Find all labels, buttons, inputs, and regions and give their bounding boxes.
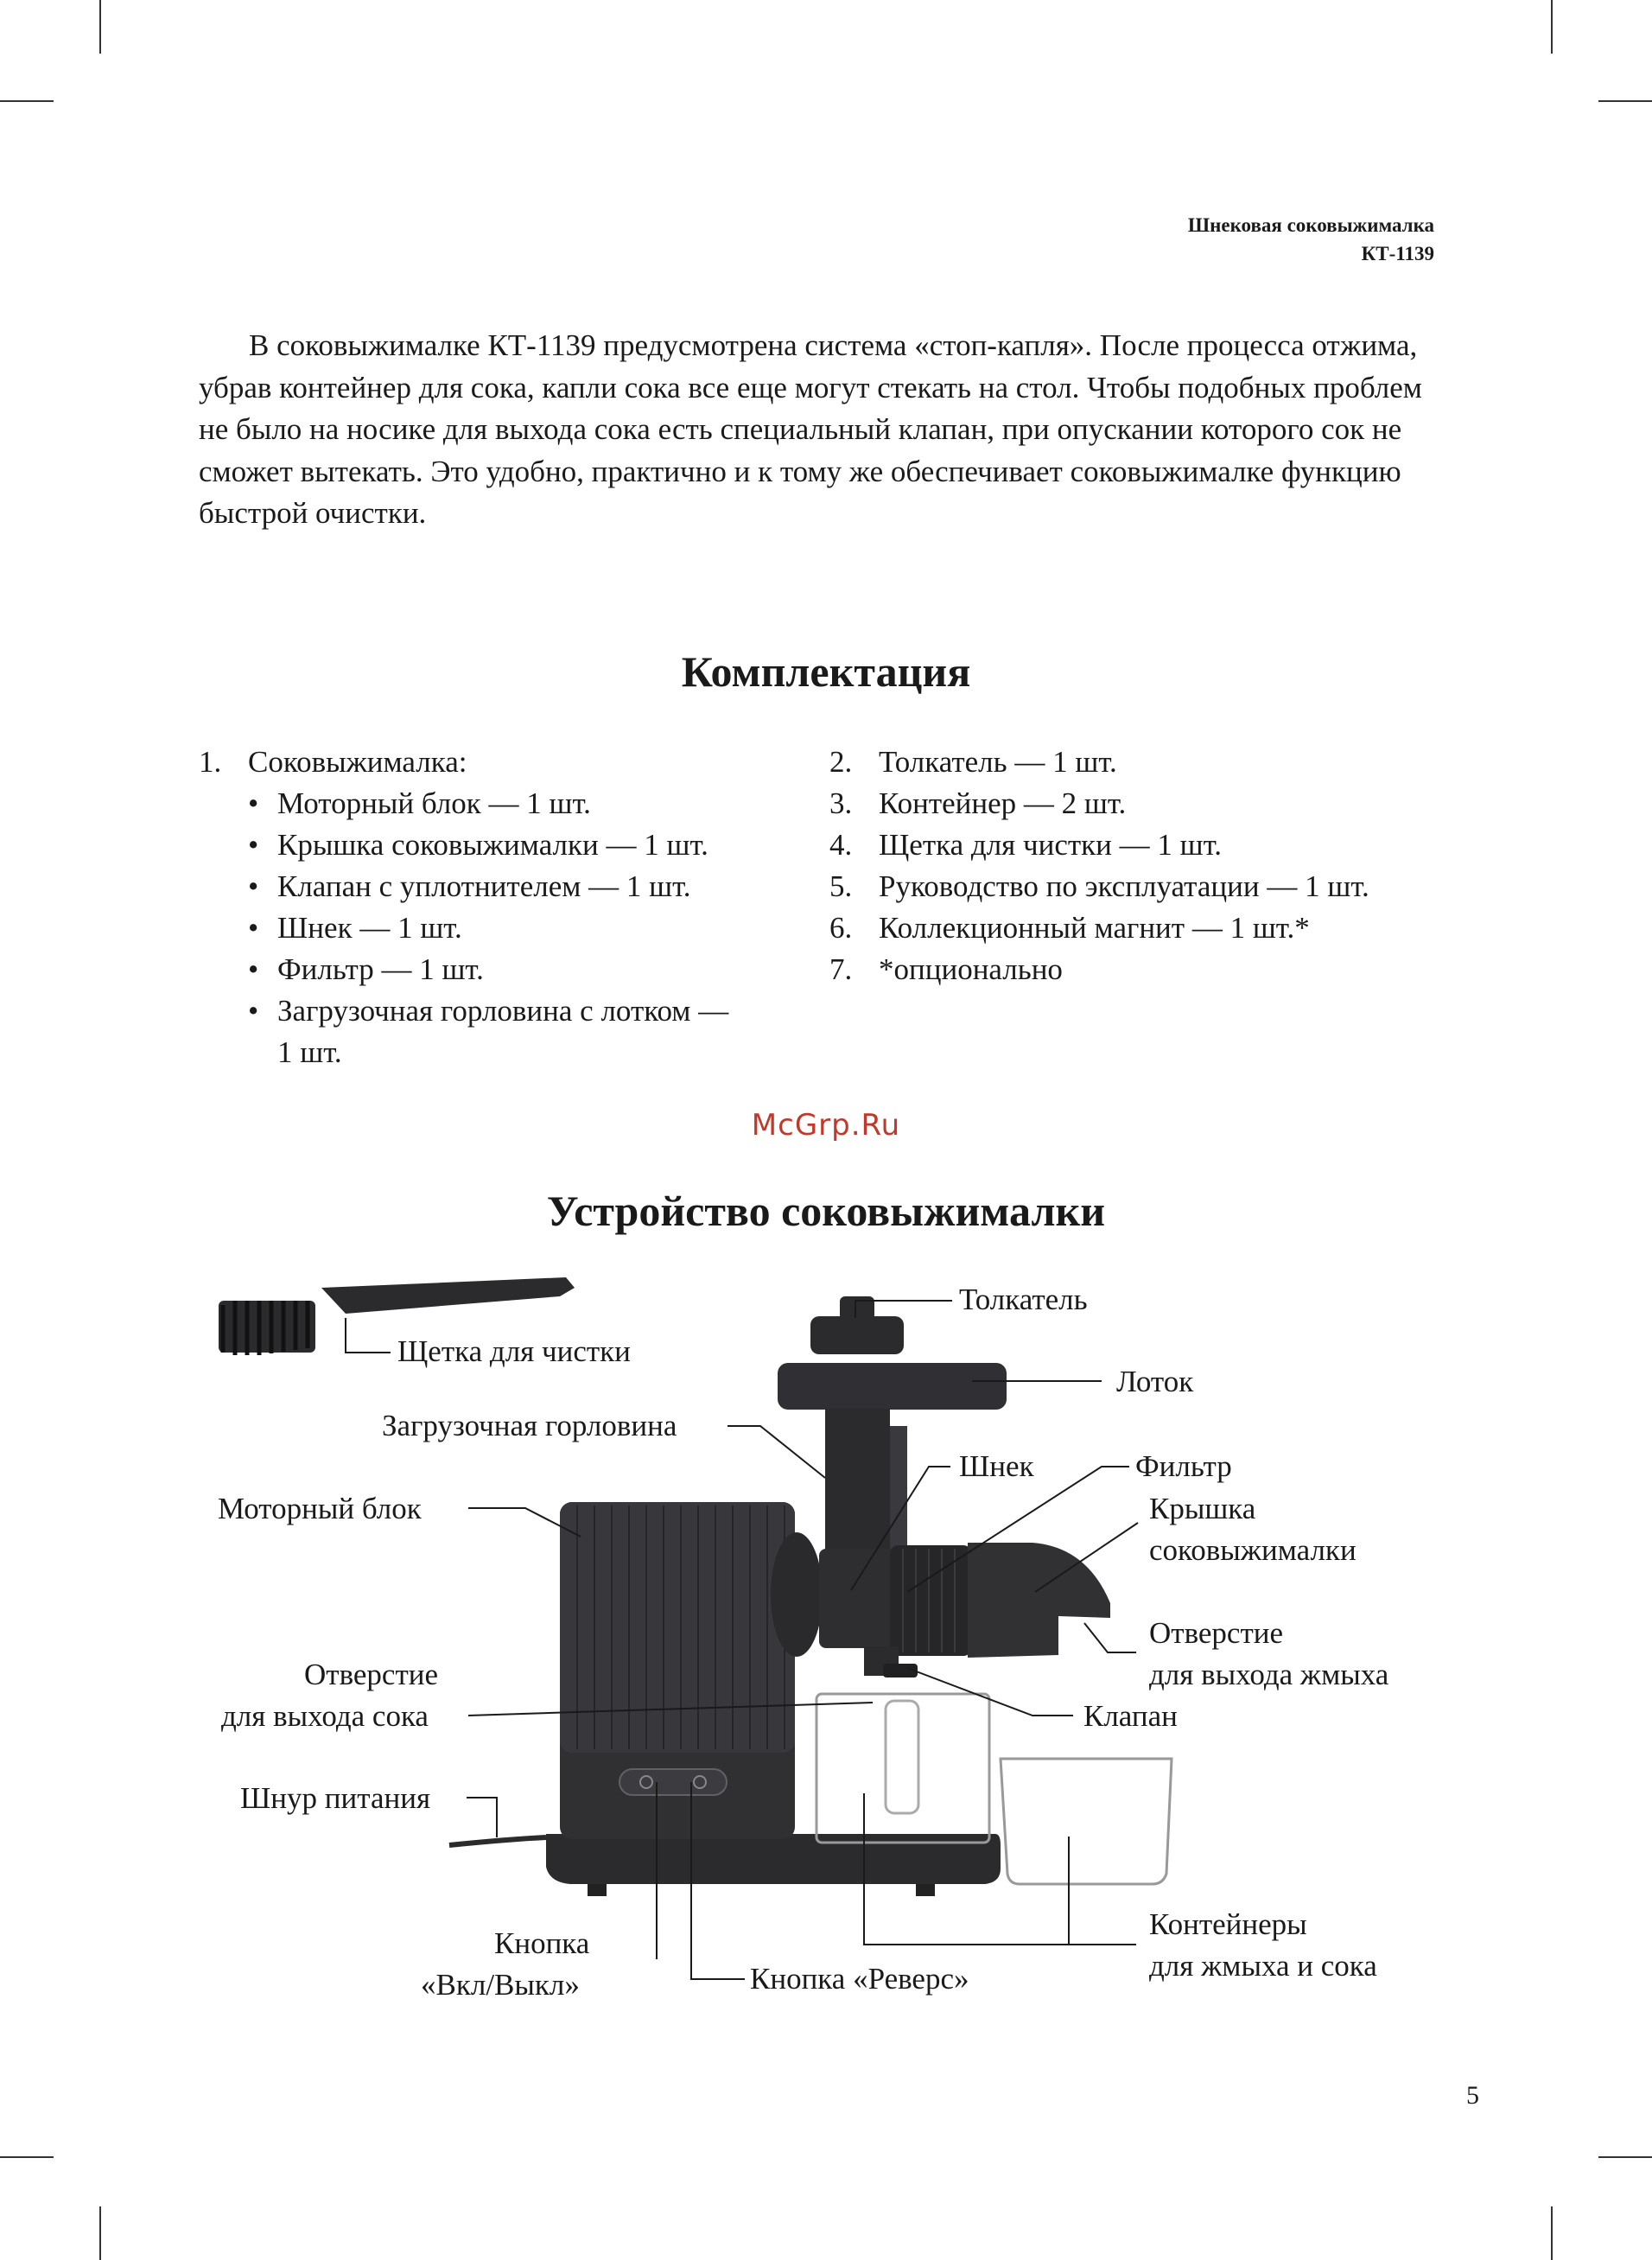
- bullet: •: [248, 911, 259, 945]
- label-lid-line1: Крышка: [1149, 1492, 1256, 1525]
- label-pulp-outlet-line2: для выхода жмыха: [1149, 1658, 1389, 1691]
- label-power-button-line1: Кнопка: [494, 1926, 590, 1960]
- item-number: 1.: [199, 745, 222, 779]
- item-number: 4.: [829, 828, 853, 862]
- label-containers-line1: Контейнеры: [1149, 1907, 1307, 1941]
- item-number: 2.: [829, 745, 853, 779]
- label-tray: Лоток: [1116, 1365, 1194, 1398]
- sub-item: • Фильтр — 1 шт.: [248, 949, 804, 990]
- item-label: Коллекционный магнит — 1 шт.*: [879, 911, 1310, 945]
- sub-item: • Крышка соковыжималки — 1 шт.: [248, 824, 804, 866]
- bullet: •: [248, 828, 259, 862]
- item-number: 7.: [829, 952, 853, 986]
- label-containers-line2: для жмыха и сока: [1149, 1949, 1377, 1983]
- kit-title: Комплектация: [681, 647, 971, 696]
- label-power-button-line2: «Вкл/Выкл»: [421, 1968, 580, 2002]
- item-label: Щетка для чистки — 1 шт.: [879, 828, 1223, 862]
- label-reverse-button: Кнопка «Реверс»: [750, 1962, 969, 1996]
- item-number: 3.: [829, 786, 853, 820]
- intro-text: В соковыжималке КТ-1139 предусмотрена система «стоп-капля». После процесса отжима, убрав контейнер для сока, капли сока все еще могут стекать на стол. Чтобы подобных проблем не было на носике для выхода сока есть специальный клапан, при опускании которого сок не сможет вытекать. Это удобно, практично и к тому же обеспечивает соковыжималке функцию быстрой очистки.: [199, 328, 1422, 530]
- sub-item: • Моторный блок — 1 шт.: [248, 783, 804, 824]
- bullet: •: [248, 952, 259, 986]
- item-label: *опционально: [879, 952, 1063, 986]
- label-juice-outlet-line1: Отверстие: [304, 1658, 439, 1691]
- header-product: Шнековая соковыжималка: [1187, 214, 1434, 236]
- item-number: 6.: [829, 911, 853, 945]
- label-brush: Щетка для чистки: [397, 1334, 631, 1368]
- juicer-illustration: [449, 1296, 1172, 1896]
- bullet: •: [248, 786, 259, 820]
- item-label: Толкатель — 1 шт.: [879, 745, 1117, 779]
- label-pusher: Толкатель: [959, 1283, 1088, 1316]
- label-filter: Фильтр: [1135, 1449, 1232, 1483]
- page-number: 5: [1466, 2081, 1479, 2110]
- label-pulp-outlet-line1: Отверстие: [1149, 1616, 1284, 1650]
- sub-item: • Клапан с уплотнителем — 1 шт.: [248, 866, 804, 907]
- label-lid-line2: соковыжималки: [1149, 1533, 1357, 1567]
- watermark[interactable]: McGrp.Ru: [751, 1108, 901, 1143]
- sub-item-continuation: 1 шт.: [277, 1035, 342, 1069]
- label-chute: Загрузочная горловина: [382, 1409, 677, 1442]
- label-juice-outlet-line2: для выхода сока: [221, 1699, 429, 1733]
- device-title: Устройство соковыжималки: [546, 1187, 1106, 1235]
- item-number: 5.: [829, 869, 853, 903]
- sub-item: • Шнек — 1 шт.: [248, 907, 804, 949]
- item-label: Контейнер — 2 шт.: [879, 786, 1127, 820]
- sub-item: • Загрузочная горловина с лотком —: [248, 990, 804, 1032]
- label-motor: Моторный блок: [218, 1492, 422, 1525]
- label-cord: Шнур питания: [240, 1781, 431, 1815]
- bullet: •: [248, 994, 259, 1028]
- label-valve: Клапан: [1083, 1699, 1178, 1733]
- header-model: КТ-1139: [1361, 243, 1434, 264]
- bullet: •: [248, 869, 259, 903]
- label-auger: Шнек: [959, 1449, 1034, 1483]
- item-label: Соковыжималка:: [248, 745, 467, 779]
- item-label: Руководство по эксплуатации — 1 шт.: [879, 869, 1369, 903]
